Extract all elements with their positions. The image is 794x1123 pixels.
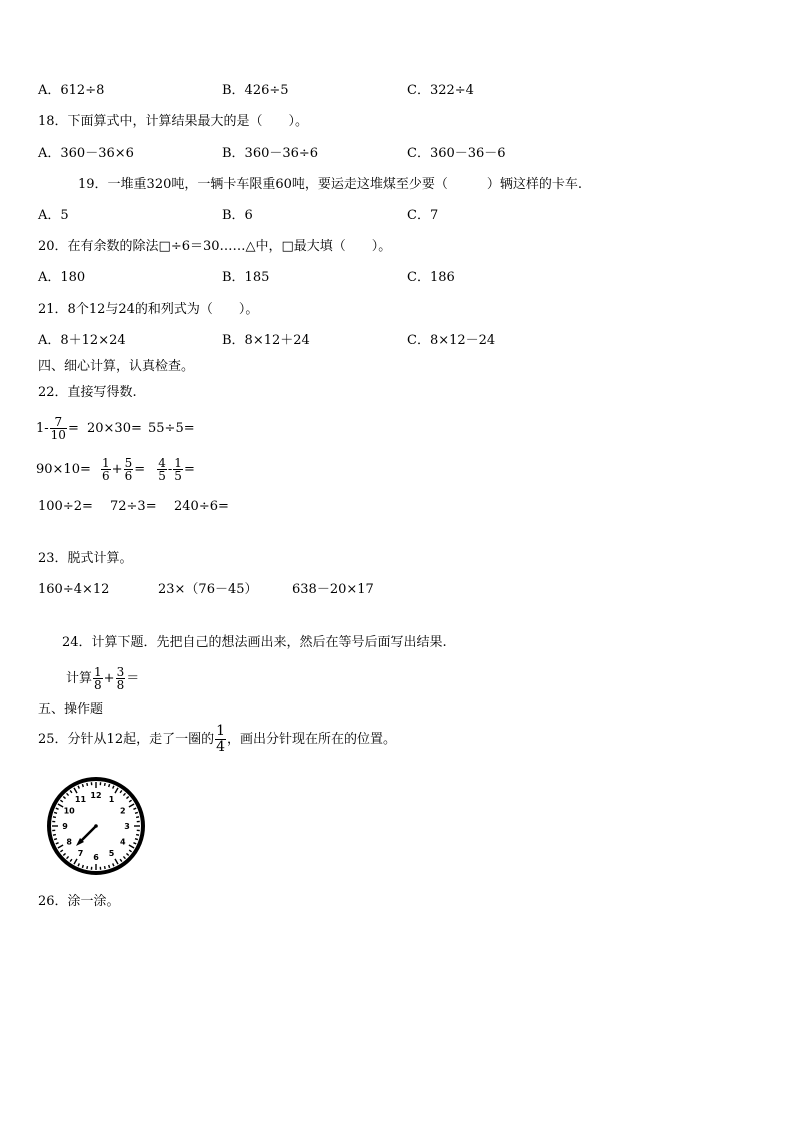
- clock-tick: [133, 808, 136, 809]
- clock-number: 7: [77, 848, 84, 858]
- clock-number: 12: [90, 791, 102, 800]
- clock-tick: [120, 790, 122, 792]
- clock-tick: [54, 812, 57, 813]
- clock-tick: [74, 788, 77, 793]
- clock-tick: [63, 797, 65, 799]
- q23-item-3: 638－20×17: [292, 582, 374, 597]
- q18-option-a: A．360－36×6: [38, 146, 134, 161]
- clock-tick: [123, 856, 125, 858]
- clock-tick: [70, 859, 72, 861]
- q21-option-c: C．8×12－24: [407, 333, 496, 348]
- clock-tick: [129, 845, 134, 848]
- q20-option-b: B．185: [222, 270, 270, 285]
- clock-number: 10: [63, 806, 75, 816]
- clock-tick: [133, 843, 136, 844]
- clock-tick: [136, 817, 139, 818]
- fraction: $\frac{1}{5}$: [174, 456, 182, 483]
- clock-number: 4: [120, 837, 126, 847]
- clock-tick: [60, 800, 62, 802]
- q22-stem: 22．直接写得数.: [38, 385, 137, 400]
- clock-tick: [67, 793, 69, 795]
- clock-tick: [115, 859, 118, 864]
- clock-tick: [109, 865, 110, 868]
- clock-tick: [74, 859, 77, 864]
- clock-tick: [53, 835, 56, 836]
- q22-expr-8: 72÷3=: [110, 499, 157, 514]
- fraction: $\frac{4}{5}$: [158, 456, 166, 483]
- q22-row2: 90×10= $\frac{1}{6}$ + $\frac{5}{6}$ = $\frac{4}{5}$ - $\frac{1}{5}$ =: [36, 456, 195, 483]
- clock-tick: [109, 784, 110, 787]
- clock-tick: [56, 843, 59, 844]
- q18-option-b: B．360－36÷6: [222, 146, 319, 161]
- q24-calc: 计算 $\frac{1}{8}$ + $\frac{3}{8}$ ＝: [66, 665, 140, 692]
- clock-tick: [105, 783, 106, 786]
- clock-tick: [87, 866, 88, 869]
- clock-tick: [135, 839, 138, 840]
- fraction: $\frac{1}{6}$: [102, 456, 110, 483]
- q21-stem: 21．8个12与24的和列式为（ ）。: [38, 302, 259, 317]
- clock-tick: [136, 835, 139, 836]
- clock-tick: [105, 866, 106, 869]
- q20-option-c: C．186: [407, 270, 455, 285]
- clock-tick: [67, 856, 69, 858]
- clock-tick: [115, 788, 118, 793]
- q23-stem: 23．脱式计算。: [38, 551, 133, 566]
- clock-tick: [129, 850, 131, 852]
- q20-stem: 20．在有余数的除法□÷6＝30……△中，□最大填（ ）。: [38, 239, 392, 254]
- fraction: $\frac{5}{6}$: [124, 456, 133, 483]
- q20-option-a: A．180: [38, 270, 86, 285]
- q23-item-1: 160÷4×12: [38, 582, 110, 597]
- clock-tick: [129, 800, 131, 802]
- q22-expr-1-prefix: 1-: [36, 421, 49, 436]
- clock-tick: [82, 784, 83, 787]
- clock-tick: [58, 804, 63, 807]
- clock-tick: [53, 817, 56, 818]
- q22-row1: 1- $\frac{7}{10}$ = 20×30= 55÷5=: [36, 415, 195, 442]
- clock-tick: [129, 804, 134, 807]
- fraction: $\frac{3}{8}$: [116, 665, 125, 692]
- clock-tick: [56, 808, 59, 809]
- clock-number: 5: [108, 848, 115, 858]
- clock-tick: [126, 797, 128, 799]
- q22-expr-9: 240÷6=: [174, 499, 229, 514]
- clock-tick: [78, 863, 79, 866]
- clock-tick: [113, 863, 114, 866]
- q18-stem: 18．下面算式中，计算结果最大的是（ ）。: [38, 114, 309, 129]
- clock-number: 3: [124, 822, 130, 831]
- clock-number: 6: [93, 853, 99, 862]
- fraction: $\frac{7}{10}$: [50, 415, 66, 442]
- clock-number: 9: [62, 822, 68, 831]
- clock-tick: [123, 793, 125, 795]
- clock-tick: [135, 812, 138, 813]
- clock-tick: [70, 790, 72, 792]
- section-5-heading: 五、操作题: [38, 702, 104, 717]
- q21-option-a: A．8＋12×24: [38, 333, 126, 348]
- q22-expr-7: 100÷2=: [38, 499, 93, 514]
- fraction: $\frac{1}{4}$: [216, 723, 226, 755]
- clock-tick: [82, 865, 83, 868]
- q19-option-b: B．6: [222, 208, 253, 223]
- q22-expr-4: 90×10=: [36, 462, 91, 477]
- section-4-heading: 四、细心计算，认真检查。: [38, 359, 195, 374]
- clock-tick: [54, 839, 57, 840]
- q22-expr-3: 55÷5=: [148, 421, 195, 436]
- clock-face-icon: [44, 774, 148, 878]
- clock-tick: [60, 850, 62, 852]
- clock-number: 1: [108, 795, 115, 805]
- clock-number: 11: [74, 795, 87, 805]
- clock-number: 8: [66, 837, 72, 847]
- q17-option-b: B．426÷5: [222, 83, 289, 98]
- q22-expr-2: 20×30=: [87, 421, 142, 436]
- q17-option-c: C．322÷4: [407, 83, 474, 98]
- clock-tick: [113, 786, 114, 789]
- clock-tick: [58, 845, 63, 848]
- q25-stem: 25．分针从12起，走了一圈的 $\frac{1}{4}$ ，画出分针现在所在的位置。: [38, 723, 397, 755]
- clock-tick: [126, 853, 128, 855]
- q19-option-a: A．5: [38, 208, 69, 223]
- clock-number: 2: [120, 806, 126, 816]
- clock-tick: [63, 853, 65, 855]
- q19-option-c: C．7: [407, 208, 439, 223]
- q18-option-c: C．360－36－6: [407, 146, 506, 161]
- fraction: $\frac{1}{8}$: [94, 665, 102, 692]
- clock-hand: [80, 826, 96, 842]
- clock-tick: [87, 783, 88, 786]
- clock-tick: [78, 786, 79, 789]
- q17-option-a: A．612÷8: [38, 83, 105, 98]
- q24-stem: 24．计算下题．先把自己的想法画出来，然后在等号后面写出结果.: [62, 635, 447, 650]
- q19-stem: 19．一堆重320吨，一辆卡车限重60吨，要运走这堆煤至少要（ ）辆这样的卡车.: [78, 177, 583, 192]
- q21-option-b: B．8×12＋24: [222, 333, 310, 348]
- q23-item-2: 23×（76－45）: [158, 582, 258, 597]
- q26-stem: 26．涂一涂。: [38, 894, 120, 909]
- clock-tick: [120, 859, 122, 861]
